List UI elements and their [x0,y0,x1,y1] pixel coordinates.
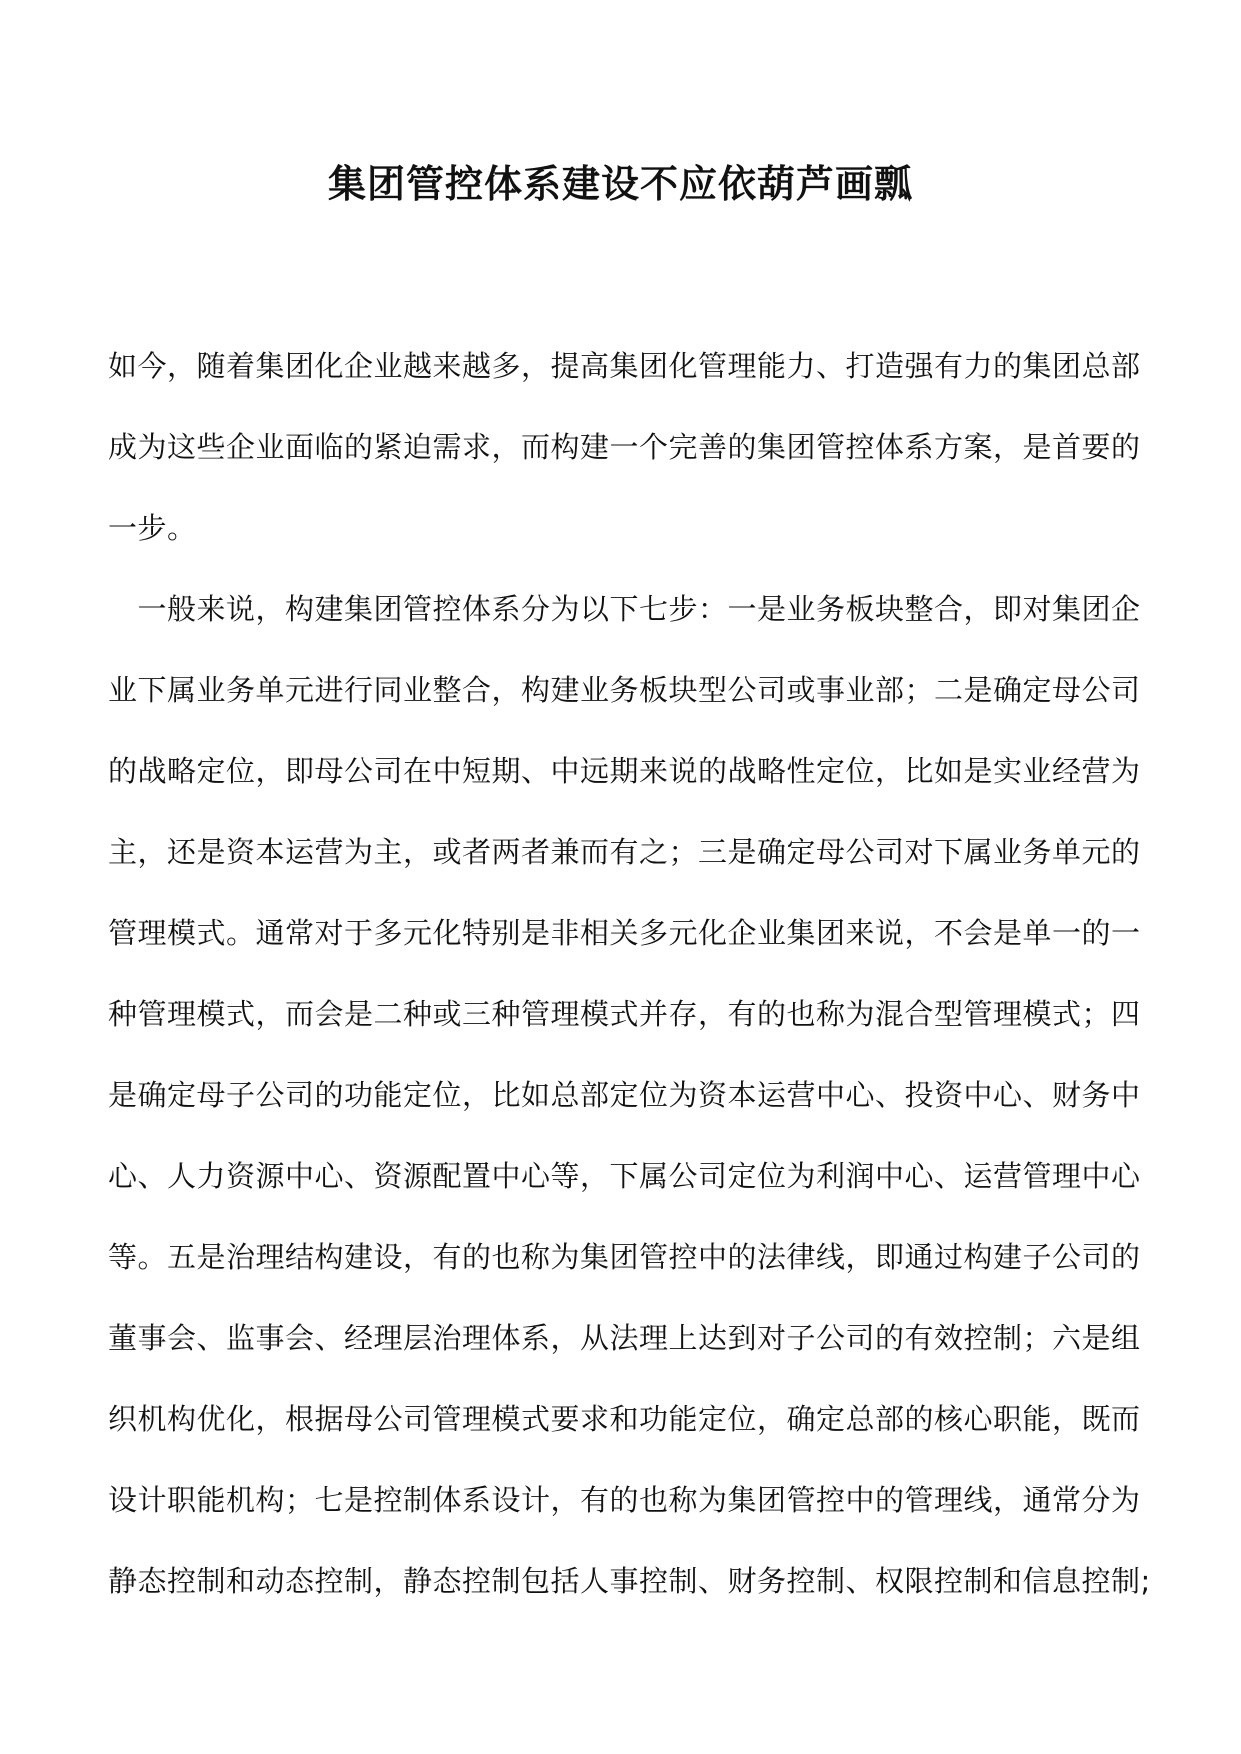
body-line: 心、人力资源中心、资源配置中心等，下属公司定位为利润中心、运营管理中心 [108,1159,1141,1193]
body-line: 织机构优化，根据母公司管理模式要求和功能定位，确定总部的核心职能，既而 [108,1402,1141,1436]
body-line: 种管理模式，而会是二种或三种管理模式并存，有的也称为混合型管理模式；四 [108,997,1141,1031]
body-line: 成为这些企业面临的紧迫需求，而构建一个完善的集团管控体系方案，是首要的 [108,430,1141,464]
body-line: 等。五是治理结构建设，有的也称为集团管控中的法律线，即通过构建子公司的 [108,1240,1141,1274]
document-title: 集团管控体系建设不应依葫芦画瓢 [327,161,913,206]
body-line: 董事会、监事会、经理层治理体系，从法理上达到对子公司的有效控制；六是组 [108,1321,1141,1355]
body-line: 主，还是资本运营为主，或者两者兼而有之；三是确定母公司对下属业务单元的 [108,835,1141,869]
document-body [108,340,1151,1636]
body-line: 静态控制和动态控制，静态控制包括人事控制、财务控制、权限控制和信息控制; [108,1564,1151,1598]
body-line: 如今，随着集团化企业越来越多，提高集团化管理能力、打造强有力的集团总部 [108,349,1141,383]
body-line: 业下属业务单元进行同业整合，构建业务板块型公司或事业部；二是确定母公司 [108,673,1141,707]
body-line: 一般来说，构建集团管控体系分为以下七步：一是业务板块整合，即对集团企 [108,592,1141,626]
body-line: 管理模式。通常对于多元化特别是非相关多元化企业集团来说，不会是单一的一 [108,916,1141,950]
body-line: 设计职能机构；七是控制体系设计，有的也称为集团管控中的管理线，通常分为 [108,1483,1141,1517]
body-line: 一步。 [108,511,197,545]
body-line: 是确定母子公司的功能定位，比如总部定位为资本运营中心、投资中心、财务中 [108,1078,1141,1112]
body-line: 的战略定位，即母公司在中短期、中远期来说的战略性定位，比如是实业经营为 [108,754,1141,788]
